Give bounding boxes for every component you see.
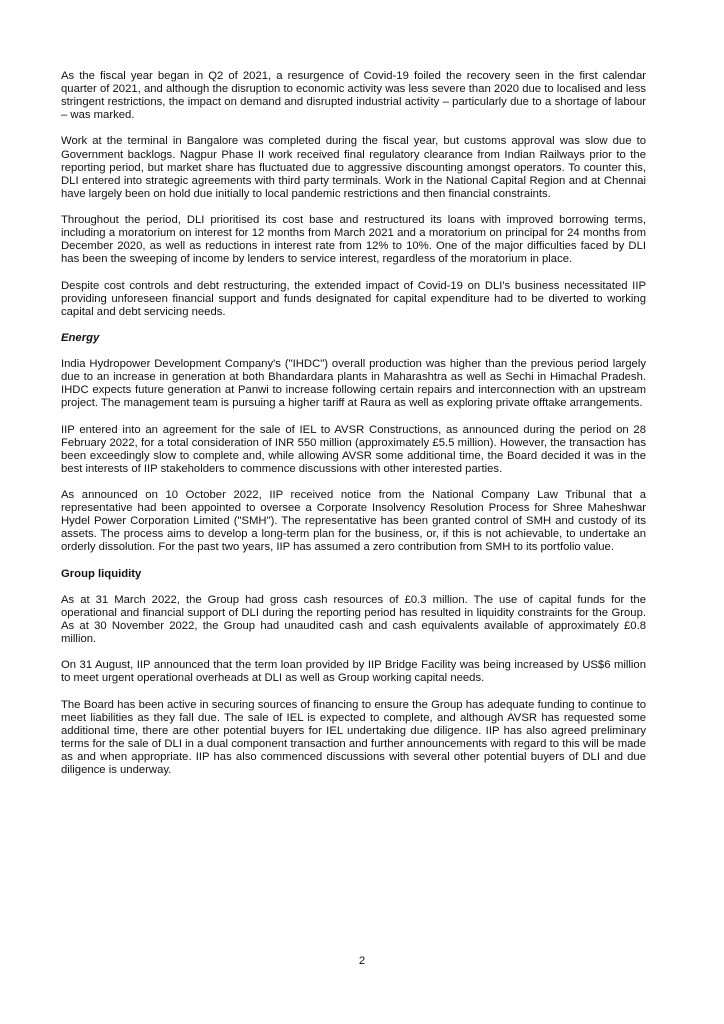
paragraph-iel-sale: IIP entered into an agreement for the sale of IEL to AVSR Constructions, as announced during the period on 28 February 2022, for a total consideration of INR 550 million (approximately £5.5 million). However, the transaction has been exceedingly slow to complete and, while allowing AVSR some additional time, the Board decided it was in the best interests of IIP stakeholders to commence discussions with other interested parties. (61, 423, 646, 475)
section-heading-energy: Energy (61, 331, 100, 344)
paragraph-financing: The Board has been active in securing sources of financing to ensure the Group has adequate funding to continue to meet liabilities as they fall due. The sale of IEL is expected to complete, and although AVSR has requested some additional time, there are other potential buyers for IEL undertaking due diligence. IIP has also agreed preliminary terms for the sale of DLI in a dual component transaction and further announcements with regard to this will be made as and when appropriate. IIP has also commenced discussions with several other potential buyers of DLI and due diligence is underway. (61, 698, 646, 776)
paragraph-smh-insolvency: As announced on 10 October 2022, IIP received notice from the National Company Law Tribunal that a representative had been appointed to oversee a Corporate Insolvency Resolution Process for Shree Maheshwar Hydel Power Corporation Limited ("SMH"). The representative has been granted control of SMH and custody of its assets. The process aims to develop a long-term plan for the business, or, if this is not achievable, to undertake an orderly dissolution. For the past two years, IIP has assumed a zero contribution from SMH to its portfolio value. (61, 489, 646, 554)
document-body (61, 70, 646, 790)
paragraph-cash-resources: As at 31 March 2022, the Group had gross cash resources of £0.3 million. The use of capital funds for the operational and financial support of DLI during the reporting period has resulted in liquidity constraints for the Group. As at 30 November 2022, the Group had unaudited cash and cash equivalents available of approximately £0.8 million. (61, 593, 646, 646)
paragraph-ihdc-production: India Hydropower Development Company's ("IHDC") overall production was higher than the previous period largely due to an increase in generation at both Bhandardara plants in Maharashtra as well as Sechi in Himachal Pradesh. IHDC expects future generation at Panwi to increase following certain repairs and interconnection with an upstream project. The management team is pursuing a higher tariff at Raura as well as exploring private offtake arrangements. (61, 358, 646, 410)
paragraph-covid-resurgence: As the fiscal year began in Q2 of 2021, a resurgence of Covid-19 foiled the recovery seen in the first calendar quarter of 2021, and although the disruption to economic activity was less severe than 2020 due to localised and less stringent restrictions, the impact on demand and disrupted industrial activity – particularly due to a shortage of labour – was marked. (61, 70, 646, 122)
paragraph-cost-base: Throughout the period, DLI prioritised its cost base and restructured its loans with improved borrowing terms, including a moratorium on interest for 12 months from March 2021 and a moratorium on principal for 24 months from December 2020, as well as reductions in interest rate from 12% to 10%. One of the major difficulties faced by DLI has been the sweeping of income by lenders to service interest, regardless of the moratorium in place. (61, 214, 646, 266)
paragraph-bangalore-terminal: Work at the terminal in Bangalore was completed during the fiscal year, but customs approval was slow due to Government backlogs. Nagpur Phase II work received final regulatory clearance from Indian Railways prior to the reporting period, but market share has fluctuated due to aggressive discounting amongst operators. To counter this, DLI entered into strategic agreements with third party terminals. Work in the National Capital Region and at Chennai have largely been on hold due initially to local pandemic restrictions and then financial constraints. (61, 135, 646, 200)
section-heading-group-liquidity: Group liquidity (61, 567, 142, 580)
paragraph-term-loan: On 31 August, IIP announced that the term loan provided by IIP Bridge Facility was being increased by US$6 million to meet urgent operational overheads at DLI as well as Group working capital needs. (61, 659, 646, 685)
paragraph-debt-restructuring: Despite cost controls and debt restructuring, the extended impact of Covid-19 on DLI's business necessitated IIP providing unforeseen financial support and funds designated for capital expenditure had to be diverted to working capital and debt servicing needs. (61, 279, 646, 318)
page-number: 2 (358, 955, 366, 967)
